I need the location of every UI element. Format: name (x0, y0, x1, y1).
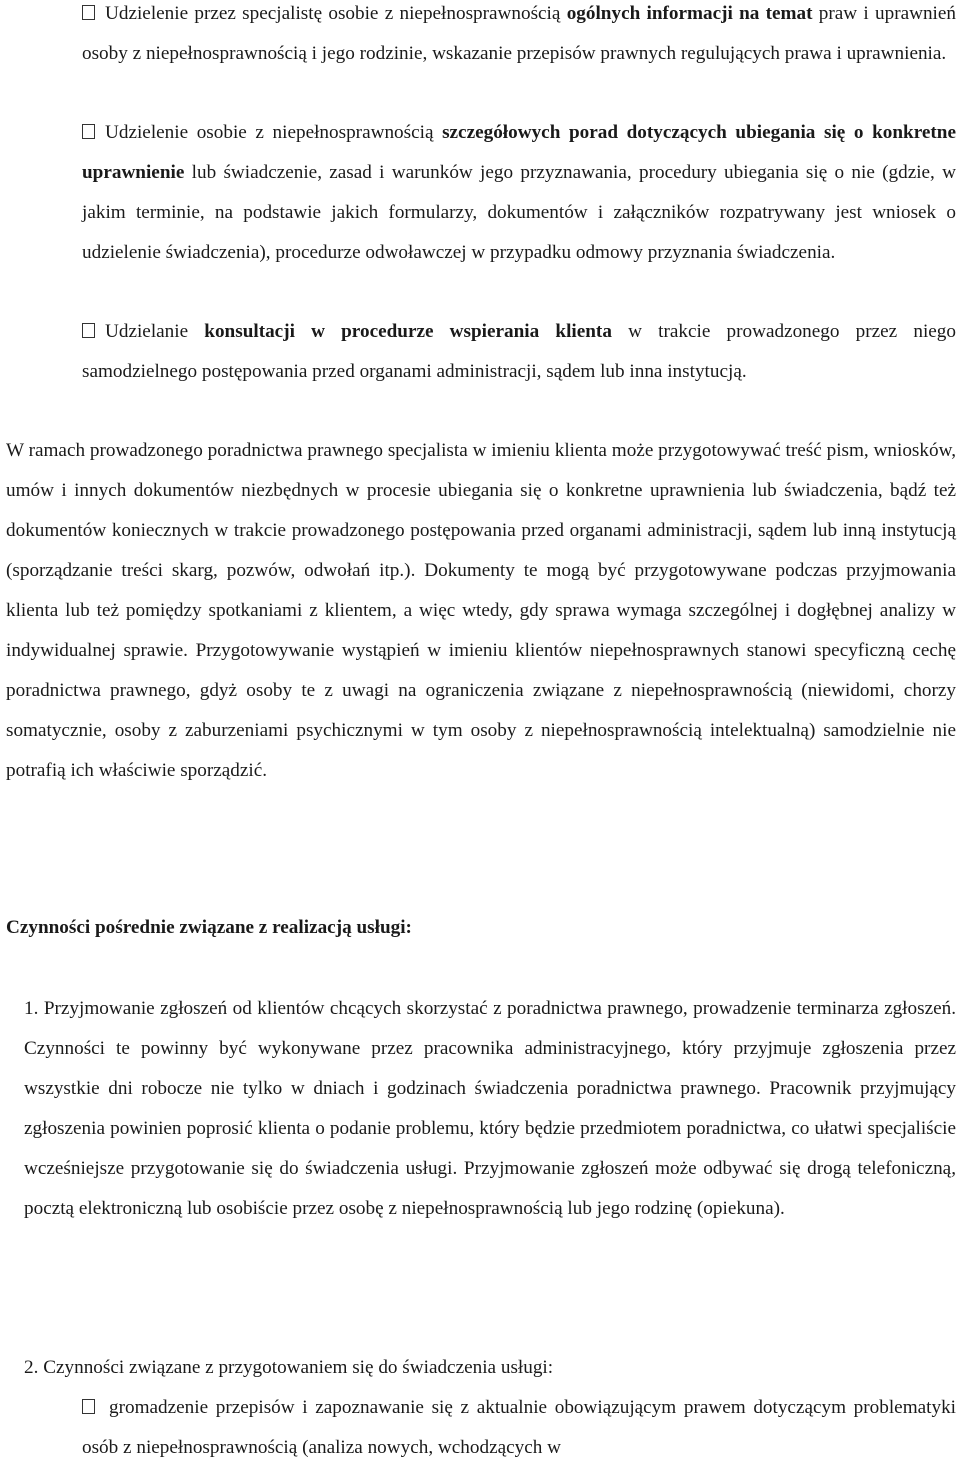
bullet-text-bold: szczegółowych porad dotyczących ubiegania się o konkretne uprawnienie (82, 122, 956, 183)
bullet-text-post: praw i uprawnień osoby z niepełnosprawnością i jego rodzinie, wskazanie przepisów prawnych regulujących prawa i uprawnienia. (82, 3, 956, 64)
item-text: Przyjmowanie zgłoszeń od klientów chcących skorzystać z poradnictwa prawnego, prowadzenie terminarza zgłoszeń. Czynności te powinny być wykonywane przez pracownika administracyjnego, który przyjmuje zgłoszenia przez wszystkie dni robocze nie tylko w dniach i godzinach świadczenia poradnictwa prawnego. Pracownik przyjmujący zgłoszenia powinien poprosić klienta o podanie problemu, który będzie przedmiotem poradnictwa, co ułatwi specjaliście wcześniejsze przygotowanie się do świadczenia usługi. Przyjmowanie zgłoszeń może odbywać się drogą telefoniczną, pocztą elektroniczną lub osobiście przez osobę z niepełnosprawnością lub jego rodzinę (opiekuna). (24, 998, 956, 1219)
item-text: Czynności związane z przygotowaniem się do świadczenia usługi: (43, 1357, 554, 1378)
bullet-text-pre: Udzielenie przez specjalistę osobie z niepełnosprawnością (105, 3, 567, 24)
sub-bullet-item (82, 1388, 956, 1468)
bullet-text-bold: konsultacji w procedurze wspierania klienta (204, 321, 612, 342)
numbered-item-2 (24, 1348, 956, 1388)
numbered-item-1 (24, 989, 956, 1229)
sub-bullet-text: gromadzenie przepisów i zapoznawanie się z aktualnie obowiązującym prawem dotyczącym problematyki osób z niepełnosprawnością (analiza nowych, wchodzących w (82, 1397, 956, 1458)
body-paragraph: W ramach prowadzonego poradnictwa prawnego specjalista w imieniu klienta może przygotowywać treść pism, wniosków, umów i innych dokumentów niezbędnych w procesie ubiegania się o konkretne uprawnienia lub świadczenia, bądź też dokumentów koniecznych w trakcie prowadzonego postępowania przed organami administracji, sądem lub inną instytucją (sporządzanie treści skarg, pozwów, odwołań itp.). Dokumenty te mogą być przygotowywane podczas przyjmowania klienta lub też pomiędzy spotkaniami z klientem, a więc wtedy, gdy sprawa wymaga szczególnej i dogłębnej analizy w indywidualnej sprawie. Przygotowywanie wystąpień w imieniu klientów niepełnosprawnych stanowi specyficzną cechę poradnictwa prawnego, gdyż osoby te z uwagi na ograniczenia związane z niepełnosprawnością (niewidomi, chorzy somatycznie, osoby z zaburzeniami psychicznymi w tym osoby z niepełnosprawnością intelektualną) samodzielnie nie potrafią ich właściwie sporządzić. (6, 440, 956, 781)
bullet-box-icon (82, 1399, 95, 1414)
bullet-text-pre: Udzielanie (105, 321, 205, 342)
section-heading: Czynności pośrednie związane z realizacją usługi: (6, 917, 412, 938)
item-number: 1. (24, 998, 39, 1019)
bullet-box-icon (82, 323, 95, 338)
bullet-box-icon (82, 124, 95, 139)
bullet-box-icon (82, 5, 95, 20)
bullet-text-pre: Udzielenie osobie z niepełnosprawnością (105, 122, 443, 143)
bullet-item-detailed-advice (82, 113, 956, 273)
bullet-text-post: lub świadczenie, zasad i warunków jego przyznawania, procedury ubiegania się o nie (gdzie, w jakim terminie, na podstawie jakich formularzy, dokumentów i załączników rozpatrywany jest wniosek o udzielenie świadczenia), procedurze odwoławczej w przypadku odmowy przyznania świadczenia. (82, 162, 956, 263)
bullet-text-bold: ogólnych informacji na temat (566, 3, 813, 24)
bullet-text-post: w trakcie prowadzonego przez niego samodzielnego postępowania przed organami administracji, sądem lub inna instytucją. (82, 321, 956, 382)
bullet-item-general-info (82, 0, 956, 74)
item-number: 2. (24, 1357, 39, 1378)
bullet-item-consultations (82, 312, 956, 392)
